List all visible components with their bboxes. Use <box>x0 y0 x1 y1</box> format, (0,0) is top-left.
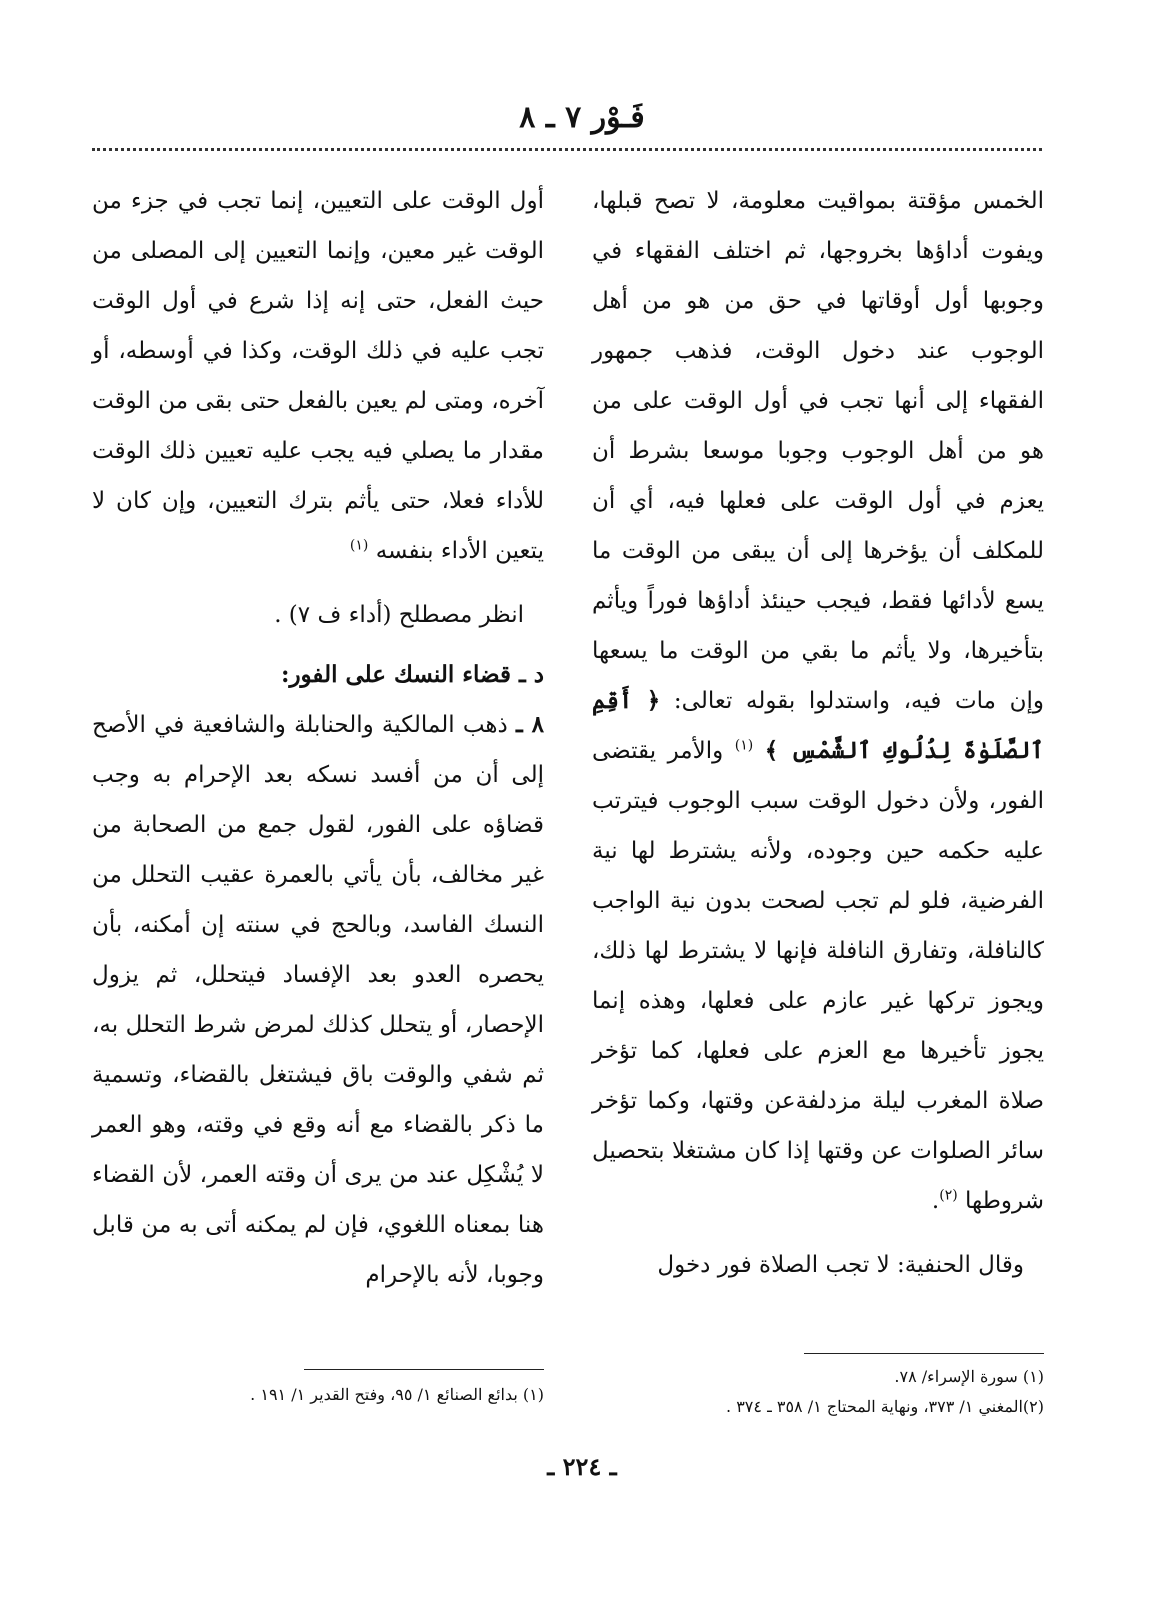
right-paragraph-1-text-b: والأمر يقتضى الفور، ولأن دخول الوقت سبب الوجوب فيترتب عليه حكمه حين وجوده، ولأنه يشترط لها نية الفرضية، فلو لم تجب لصحت بدون نية الواجب كالنافلة، وتفارق النافلة فإنها لا يشترط لها ذلك، ويجوز تركها غير عازم على فعلها، وهذه إنما يجوز تأخيرها مع العزم على فعلها، كما تؤخر صلاة المغرب ليلة مزدلفةعن وقتها، وكما تؤخر سائر الصلوات عن وقتها إذا كان مشتغلا بتحصيل شروطها <box>592 738 1044 1214</box>
left-paragraph-2: انظر مصطلح (أداء ف ٧) . <box>274 602 524 628</box>
right-column <box>592 176 1044 1290</box>
footnote-rule <box>804 1353 1044 1354</box>
footnote-ref: (٢) <box>939 1187 958 1204</box>
left-column <box>92 176 544 1300</box>
footnotes-right <box>592 1353 1044 1422</box>
footnote-line: (١) بدائع الصنائع ١/ ٩٥، وفتح القدير ١/ ١٩١ . <box>250 1385 544 1404</box>
footnote-line: (٢)المغني ١/ ٣٧٣، ونهاية المحتاج ١/ ٣٥٨ ـ ٣٧٤ . <box>726 1397 1044 1416</box>
footnote-ref: (١) <box>349 537 369 554</box>
left-paragraph-1 <box>92 176 544 576</box>
footnotes-left <box>92 1369 544 1410</box>
paragraph-number: ٨ ـ <box>516 711 545 738</box>
header-dotted-rule <box>92 148 1042 151</box>
footnote-ref: (١) <box>734 737 754 754</box>
quran-verse: ﴿ أَقِمِ ٱلصَّلَوٰةَ لِدُلُوكِ ٱلشَّمْسِ ﴾ <box>592 687 1045 764</box>
right-paragraph-2: وقال الحنفية: لا تجب الصلاة فور دخول <box>657 1252 1024 1278</box>
right-paragraph-1-text-a: الخمس مؤقتة بمواقيت معلومة، لا تصح قبلها، ويفوت أداؤها بخروجها، ثم اختلف الفقهاء في وجوبها أول أوقاتها في حق من هو من أهل الوجوب عند دخول الوقت، فذهب جمهور الفقهاء إلى أنها تجب في أول الوقت على من هو من أهل الوجوب وجوبا موسعا بشرط أن يعزم في أول الوقت على فعلها فيه، أي أن للمكلف أن يؤخرها إلى أن يبقى من الوقت ما يسع لأدائها فقط، فيجب حينئذ أداؤها فوراً ويأثم بتأخيرها، ولا يأثم ما بقي من الوقت ما يسعها وإن مات فيه، واستدلوا بقوله تعالى: <box>592 188 1044 714</box>
left-paragraph-3-text: ذهب المالكية والحنابلة والشافعية في الأصح إلى أن من أفسد نسكه بعد الإحرام به وجب قضاؤه على الفور، لقول جمع من الصحابة من غير مخالف، بأن يأتي بالعمرة عقيب التحلل من النسك الفاسد، وبالحج في سنته إن أمكنه، بأن يحصره العدو بعد الإفساد فيتحلل، ثم يزول الإحصار، أو يتحلل كذلك لمرض شرط التحلل به، ثم شفي والوقت باق فيشتغل بالقضاء، وتسمية ما ذكر بالقضاء مع أنه وقع في وقته، وهو العمر لا يُشْكِل عند من يرى أن وقته العمر، لأن القضاء هنا بمعناه اللغوي، فإن لم يمكنه أتى به من قابل وجوبا، لأنه بالإحرام <box>92 712 544 1288</box>
page-number: ـ ٢٢٤ ـ <box>547 1452 617 1481</box>
left-paragraph-1-text: أول الوقت على التعيين، إنما تجب في جزء من الوقت غير معين، وإنما التعيين إلى المصلى من حيث الفعل، حتى إنه إذا شرع في أول الوقت تجب عليه في ذلك الوقت، وكذا في أوسطه، أو آخره، ومتى لم يعين بالفعل حتى بقى من الوقت مقدار ما يصلي فيه يجب عليه تعيين ذلك الوقت للأداء فعلا، حتى يأثم بترك التعيين، وإن كان لا يتعين الأداء بنفسه <box>92 188 544 564</box>
footnote-rule <box>304 1369 544 1370</box>
running-header <box>0 98 1164 138</box>
header-title: فَـوْر ٧ ـ ٨ <box>519 100 645 135</box>
left-paragraph-3 <box>92 700 544 1300</box>
section-heading: د ـ قضاء النسك على الفور: <box>280 661 544 688</box>
footnote-line: (١) سورة الإسراء/ ٧٨. <box>894 1367 1044 1386</box>
right-paragraph-1: الخمس مؤقتة بمواقيت معلومة، لا تصح قبلها، ويفوت أداؤها بخروجها، ثم اختلف الفقهاء في وجوبها أول أوقاتها في حق من هو من أهل الوجوب عند دخول الوقت، فذهب جمهور الفقهاء إلى أنها تجب في أول الوقت على من هو من أهل الوجوب وجوبا موسعا بشرط أن يعزم في أول الوقت على فعلها فيه، أي أن للمكلف أن يؤخرها إلى أن يبقى من الوقت ما يسع لأدائها فقط، فيجب حينئذ أداؤها فوراً ويأثم بتأخيرها، ولا يأثم ما بقي من الوقت ما يسعها وإن مات فيه، واستدلوا بقوله تعالى: ﴿ أَقِمِ ٱلصَّلَوٰةَ لِدُلُوكِ ٱلشَّمْسِ ﴾ $^{(١)}$ والأمر يقتضى الفور، ولأن دخول الوقت سبب الوجوب فيترتب عليه حكمه حين وجوده، ولأنه يشترط لها نية الفرضية، فلو لم تجب لصحت بدون نية الواجب كالنافلة، وتفارق النافلة فإنها لا يشترط لها ذلك، ويجوز تركها غير عازم على فعلها، وهذه إنما يجوز تأخيرها مع العزم على فعلها، كما تؤخر صلاة المغرب ليلة مزدلفةعن وقتها، وكما تؤخر سائر الصلوات عن وقتها إذا كان مشتغلا بتحصيل شروطها $^{(٢)}$. <box>592 188 1045 1214</box>
